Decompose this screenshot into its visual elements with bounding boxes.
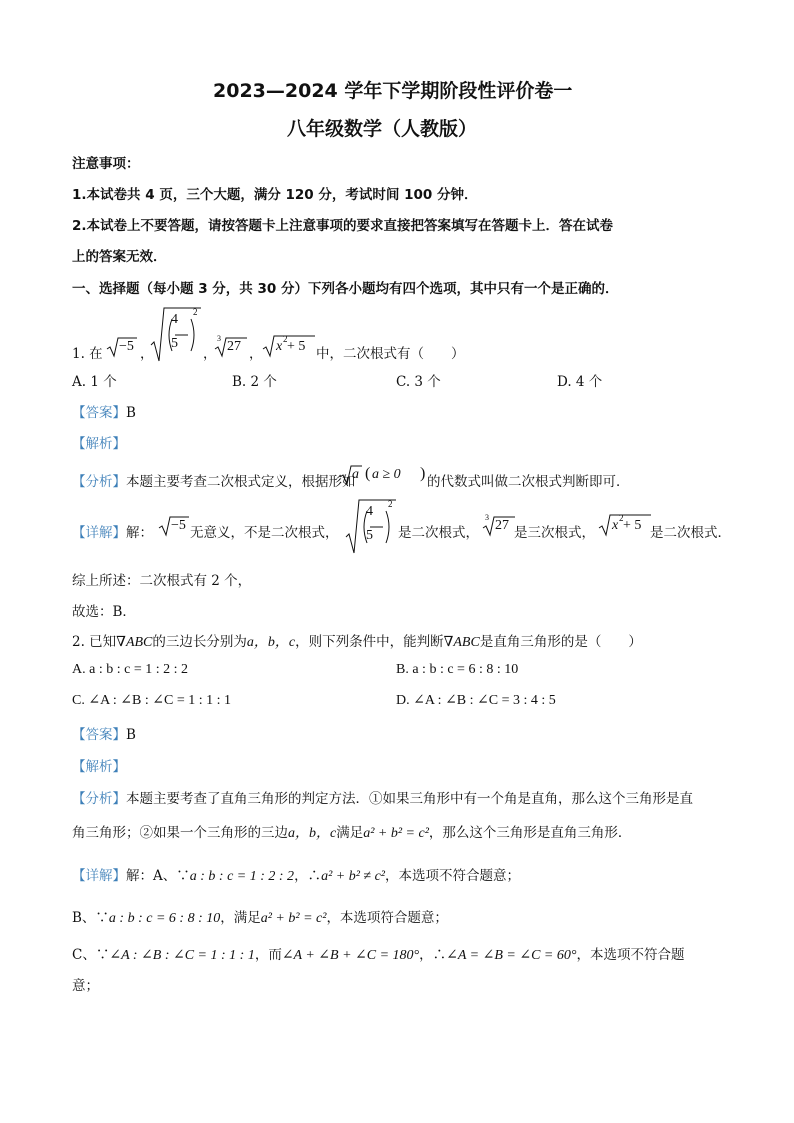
detail-cube-radicand: 27 xyxy=(495,518,509,533)
notice-item-1: 1.本试卷共 4 页，三个大题，满分 120 分，考试时间 100 分钟． xyxy=(72,187,478,203)
q2-detail-c-wrap: 意； xyxy=(72,978,99,994)
q2-detail-label: 【详解】 xyxy=(72,868,126,884)
q2-dA-eq1: a : b : c = 1 : 2 : 2 xyxy=(189,869,295,884)
sqrt-a-expr xyxy=(339,464,363,486)
answer-value: B xyxy=(126,405,136,421)
q2-detail-c xyxy=(72,943,684,964)
x-var: x xyxy=(276,339,283,354)
q2-stem xyxy=(72,630,642,651)
q2-option-b: B. a : b : c = 6 : 8 : 10 xyxy=(396,662,519,677)
cube-root-radicand: 27 xyxy=(227,339,241,354)
q2-stem-d: 是直角三角形的是（ ） xyxy=(479,634,642,650)
detail-text-3: 是二次根式， xyxy=(398,525,479,541)
q2-dC-4: ，本选项不符合题 xyxy=(576,947,685,963)
q2-dC-1: C、∵ xyxy=(72,947,110,963)
q2-dC-3: ，∴ xyxy=(419,947,447,963)
detail-text-2: 无意义，不是二次根式， xyxy=(190,525,339,541)
detail-text-1: 解： xyxy=(126,525,153,541)
q2-fenxi-eq: a² + b² = c² xyxy=(363,826,429,841)
frac-numerator: 4 xyxy=(171,312,178,327)
q2-dC-eq1: ∠A : ∠B : ∠C = 1 : 1 : 1 xyxy=(109,948,255,963)
q2-fenxi-text-2d: ，那么这个三角形是直角三角形． xyxy=(428,825,632,841)
detail-x-exponent: 2 xyxy=(619,513,624,523)
q2-option-a: A. a : b : c = 1 : 2 : 2 xyxy=(72,662,188,677)
q2-answer-value: B xyxy=(126,727,136,743)
page-subtitle: 八年级数学（人教版） xyxy=(287,118,478,140)
paren-open: ( xyxy=(365,465,371,482)
q2-stem-b: 的三边长分别为 xyxy=(152,634,247,650)
q2-stem-c: ，则下列条件中，能判断 xyxy=(295,634,444,650)
notice-item-2-line2: 上的答案无效． xyxy=(72,249,167,265)
notice-heading: 注意事项： xyxy=(72,156,140,172)
q2-answer xyxy=(72,723,136,743)
q1-option-a: A. 1 个 xyxy=(72,374,117,390)
q2-fenxi-label: 【分析】 xyxy=(72,791,126,807)
q1-option-b: B. 2 个 xyxy=(232,374,277,390)
sqrt-a-radicand: a xyxy=(352,467,359,482)
q1-comma-1: ， xyxy=(140,346,154,362)
q1-choice: 故选：B． xyxy=(72,604,136,620)
cube-root-index: 3 xyxy=(217,334,221,343)
paren-close: ) xyxy=(420,465,426,482)
q2-dA-eq2: a² + b² ≠ c² xyxy=(321,869,385,884)
q2-vars: a，b，c xyxy=(246,635,296,650)
triangle-abc-2: ∇ABC xyxy=(443,635,480,650)
detail-x-plus-5: + 5 xyxy=(623,518,642,533)
fenxi-label: 【分析】 xyxy=(72,474,126,490)
q2-fenxi-text-2c: 满足 xyxy=(336,825,364,841)
q2-dB-eq2: a² + b² = c² xyxy=(260,911,327,926)
fenxi-text-1: 本题主要考查二次根式定义，根据形如 xyxy=(126,474,356,490)
q2-fenxi-line1 xyxy=(72,787,693,807)
x-exponent: 2 xyxy=(283,334,288,344)
q2-dB-eq1: a : b : c = 6 : 8 : 10 xyxy=(108,911,221,926)
q2-option-d: D. ∠A : ∠B : ∠C = 3 : 4 : 5 xyxy=(396,693,556,708)
q2-dC-eq3: ∠A = ∠B = ∠C = 60° xyxy=(446,948,577,963)
q1-analysis-label: 【解析】 xyxy=(72,436,126,452)
q2-dA-3: ，本选项不符合题意； xyxy=(385,868,520,884)
q2-answer-label: 【答案】 xyxy=(72,727,126,743)
q2-dC-eq2: ∠A + ∠B + ∠C = 180° xyxy=(281,948,420,963)
detail-cube-index: 3 xyxy=(485,513,489,522)
q2-dA-2: ，∴ xyxy=(294,868,322,884)
x-plus-5: + 5 xyxy=(287,339,306,354)
detail-frac-denominator: 5 xyxy=(366,528,373,543)
q2-analysis-label: 【解析】 xyxy=(72,759,126,775)
section-heading: 一、选择题（每小题 3 分，共 30 分）下列各小题均有四个选项，其中只有一个是正确的． xyxy=(72,281,619,297)
detail-text-4: 是三次根式， xyxy=(514,525,595,541)
q2-fenxi-line2 xyxy=(72,821,631,842)
frac-denominator: 5 xyxy=(171,336,178,351)
detail-frac-exponent: 2 xyxy=(388,499,393,509)
q1-option-d: D. 4 个 xyxy=(557,374,603,390)
q1-detail-start xyxy=(72,521,153,541)
q1-comma-3: ， xyxy=(249,346,263,362)
triangle-abc: ∇ABC xyxy=(116,635,153,650)
q2-fenxi-text-1: 本题主要考查了直角三角形的判定方法．①如果三角形中有一个角是直角，那么这个三角形是直 xyxy=(126,791,693,807)
q2-stem-a: 2. 已知 xyxy=(72,634,117,650)
q2-detail-b xyxy=(72,906,448,927)
detail-frac-numerator: 4 xyxy=(366,504,373,519)
sqrt-neg5-radicand: −5 xyxy=(119,339,134,354)
page-title: 2023—2024 学年下学期阶段性评价卷一 xyxy=(213,80,573,102)
q2-fenxi-vars: a，b，c xyxy=(288,826,337,841)
detail-sqrt-neg5-radicand: −5 xyxy=(171,518,186,533)
detail-x-var: x xyxy=(612,518,619,533)
detail-label: 【详解】 xyxy=(72,525,126,541)
q2-dB-3: ，本选项符合题意； xyxy=(326,910,448,926)
q1-answer xyxy=(72,401,136,421)
frac-exponent: 2 xyxy=(193,307,198,317)
q1-comma-2: ， xyxy=(203,346,217,362)
q1-option-c: C. 3 个 xyxy=(396,374,441,390)
q1-prefix: 1. 在 xyxy=(72,346,103,362)
answer-label: 【答案】 xyxy=(72,405,126,421)
notice-item-2-line1: 2.本试卷上不要答题，请按答题卡上注意事项的要求直接把答案填写在答题卡上．答在试卷 xyxy=(72,218,614,234)
q1-suffix: 中，二次根式有（ ） xyxy=(316,346,465,362)
q1-fenxi xyxy=(72,470,356,490)
fenxi-text-2: 的代数式叫做二次根式判断即可． xyxy=(427,474,630,490)
q1-summary: 综上所述：二次根式有 2 个， xyxy=(72,573,252,589)
q2-dA-1: 解：A、∵ xyxy=(126,868,190,884)
detail-text-5: 是二次根式． xyxy=(650,525,731,541)
q2-dB-2: ，满足 xyxy=(220,910,261,926)
q2-dB-1: B、∵ xyxy=(72,910,109,926)
q2-detail-a xyxy=(72,864,520,885)
q2-fenxi-text-2a: 角三角形；②如果一个三角形的三边 xyxy=(72,825,288,841)
q2-dC-2: ，而 xyxy=(254,947,282,963)
q2-option-c: C. ∠A : ∠B : ∠C = 1 : 1 : 1 xyxy=(72,693,231,708)
condition-a-nonneg: a ≥ 0 xyxy=(372,467,401,482)
